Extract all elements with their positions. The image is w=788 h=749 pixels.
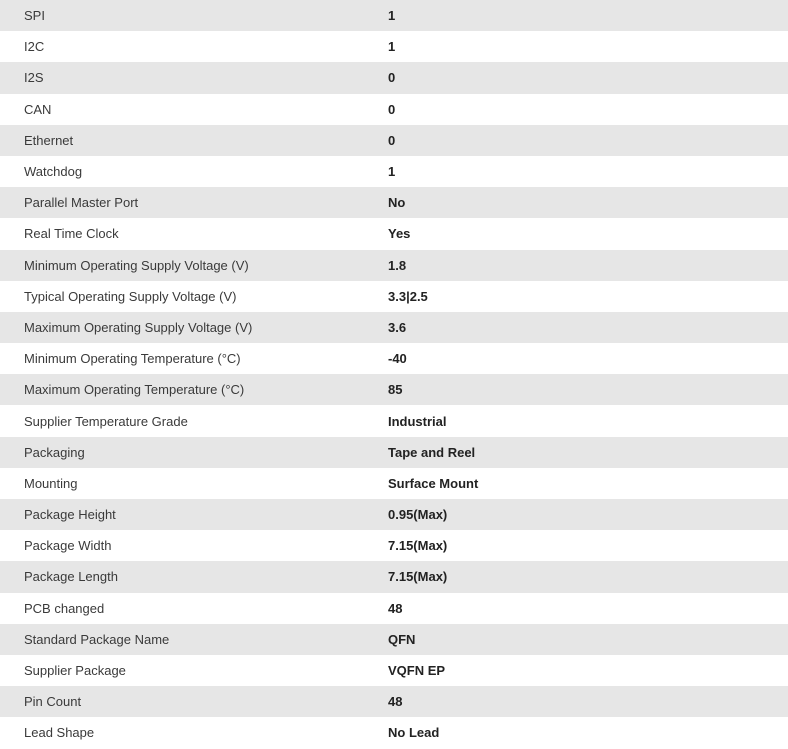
table-row: [0, 593, 788, 624]
spec-label: PCB changed: [0, 593, 388, 624]
spec-value: QFN: [388, 624, 788, 655]
table-row: [0, 156, 788, 187]
spec-label: Watchdog: [0, 156, 388, 187]
spec-label: Parallel Master Port: [0, 187, 388, 218]
table-row: [0, 468, 788, 499]
spec-value: Industrial: [388, 405, 788, 436]
spec-label: Lead Shape: [0, 717, 388, 748]
table-row: [0, 125, 788, 156]
spec-label: Maximum Operating Supply Voltage (V): [0, 312, 388, 343]
spec-label: I2C: [0, 31, 388, 62]
table-row: [0, 0, 788, 31]
spec-value: -40: [388, 343, 788, 374]
table-row: [0, 343, 788, 374]
spec-label: CAN: [0, 94, 388, 125]
table-row: [0, 405, 788, 436]
spec-label: Ethernet: [0, 125, 388, 156]
spec-value: 48: [388, 686, 788, 717]
spec-value: 1: [388, 156, 788, 187]
spec-value: 3.3|2.5: [388, 281, 788, 312]
spec-label: Minimum Operating Supply Voltage (V): [0, 250, 388, 281]
spec-label: Real Time Clock: [0, 218, 388, 249]
spec-label: I2S: [0, 62, 388, 93]
spec-value: 1: [388, 0, 788, 31]
table-row: [0, 94, 788, 125]
spec-label: Mounting: [0, 468, 388, 499]
spec-label: Package Width: [0, 530, 388, 561]
spec-label: Standard Package Name: [0, 624, 388, 655]
spec-label: Package Height: [0, 499, 388, 530]
spec-value: 7.15(Max): [388, 530, 788, 561]
table-row: [0, 499, 788, 530]
table-row: [0, 686, 788, 717]
spec-value: VQFN EP: [388, 655, 788, 686]
table-row: [0, 561, 788, 592]
spec-label: Typical Operating Supply Voltage (V): [0, 281, 388, 312]
table-row: [0, 530, 788, 561]
table-row: [0, 218, 788, 249]
spec-value: Surface Mount: [388, 468, 788, 499]
spec-value: 0: [388, 62, 788, 93]
spec-label: Package Length: [0, 561, 388, 592]
spec-label: SPI: [0, 0, 388, 31]
spec-value: 0: [388, 94, 788, 125]
spec-label: Packaging: [0, 437, 388, 468]
table-row: [0, 250, 788, 281]
spec-label: Supplier Temperature Grade: [0, 405, 388, 436]
table-row: [0, 281, 788, 312]
table-row: [0, 187, 788, 218]
spec-value: Yes: [388, 218, 788, 249]
spec-value: 1: [388, 31, 788, 62]
table-row: [0, 717, 788, 748]
spec-value: No Lead: [388, 717, 788, 748]
spec-value: Tape and Reel: [388, 437, 788, 468]
table-row: [0, 62, 788, 93]
spec-value: 0: [388, 125, 788, 156]
table-row: [0, 374, 788, 405]
spec-label: Minimum Operating Temperature (°C): [0, 343, 388, 374]
spec-label: Pin Count: [0, 686, 388, 717]
spec-value: No: [388, 187, 788, 218]
spec-value: 7.15(Max): [388, 561, 788, 592]
table-row: [0, 624, 788, 655]
spec-value: 3.6: [388, 312, 788, 343]
spec-value: 0.95(Max): [388, 499, 788, 530]
spec-value: 85: [388, 374, 788, 405]
table-row: [0, 31, 788, 62]
table-row: [0, 312, 788, 343]
table-row: [0, 655, 788, 686]
spec-label: Maximum Operating Temperature (°C): [0, 374, 388, 405]
spec-value: 48: [388, 593, 788, 624]
table-row: [0, 437, 788, 468]
spec-label: Supplier Package: [0, 655, 388, 686]
spec-value: 1.8: [388, 250, 788, 281]
